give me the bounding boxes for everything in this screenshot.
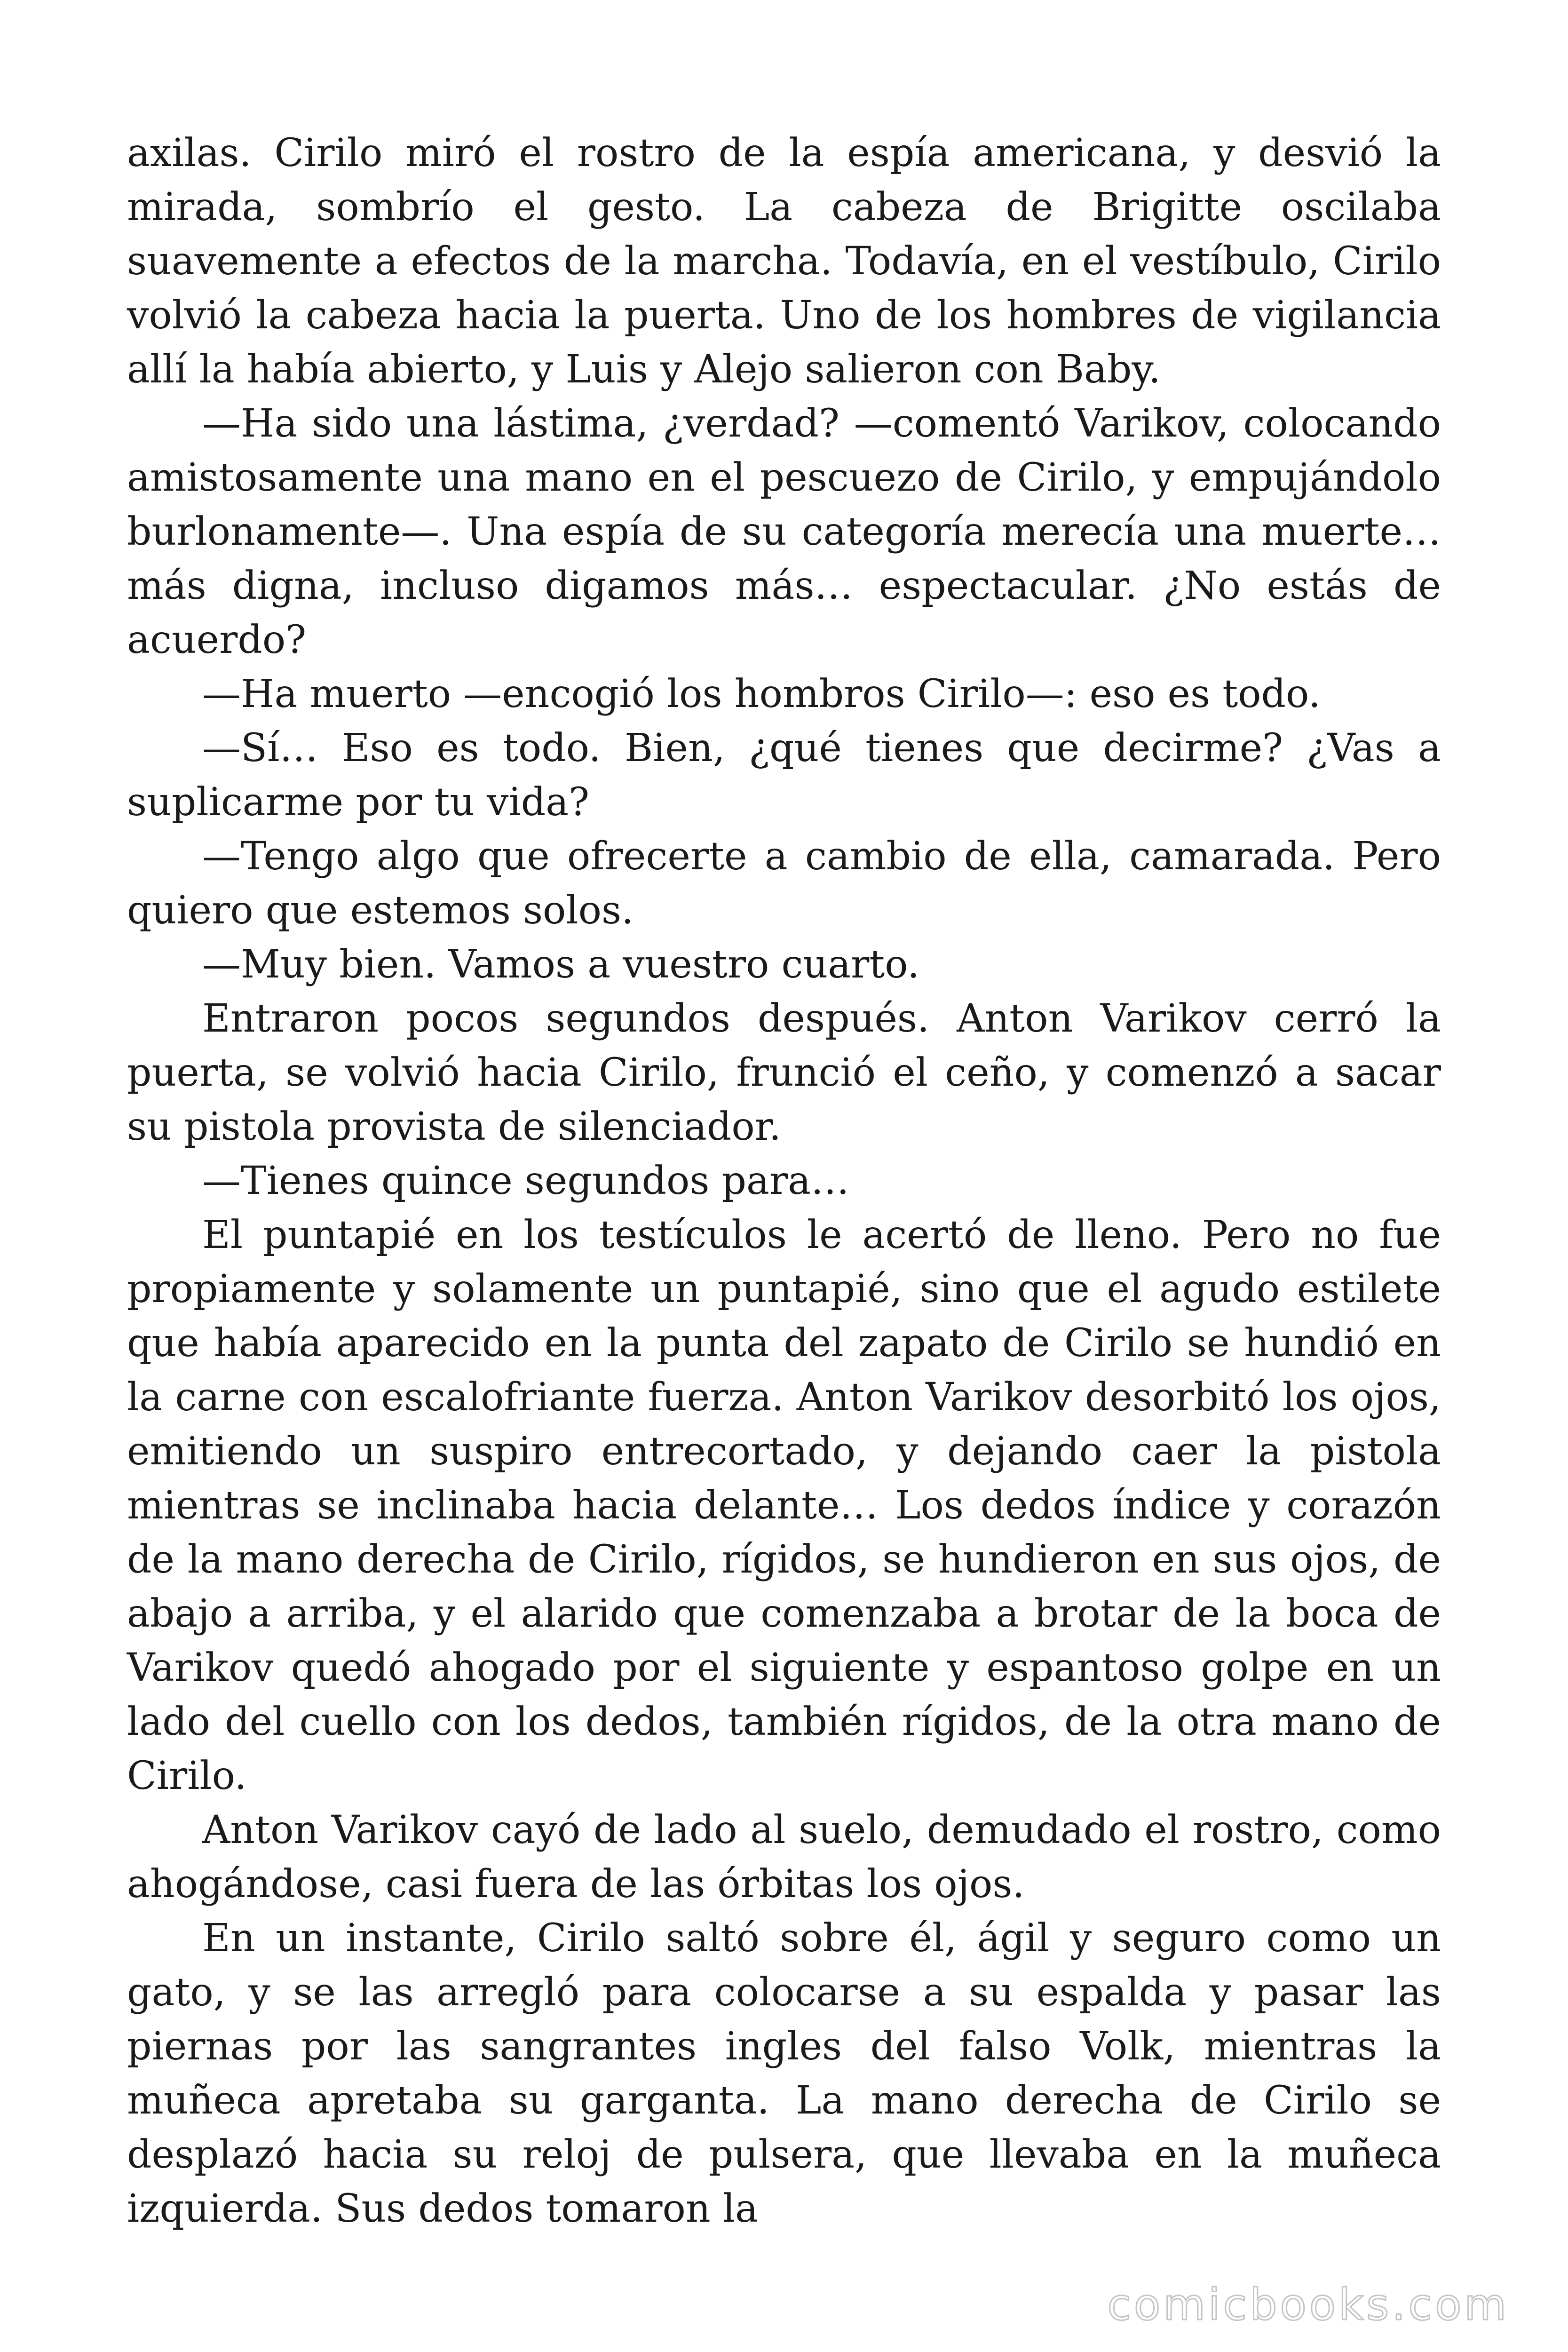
paragraph: Entraron pocos segundos después. Anton Varikov cerró la puerta, se volvió hacia Cirilo, frunció el ceño, y comenzó a sacar su pistola provista de silenciador.	[127, 996, 1441, 1149]
paragraph: —Ha muerto —encogió los hombros Cirilo—: eso es todo.	[202, 672, 1321, 716]
paragraph: —Tengo algo que ofrecerte a cambio de ella, camarada. Pero quiero que estemos solos.	[127, 834, 1441, 933]
paragraph: —Muy bien. Vamos a vuestro cuarto.	[202, 942, 920, 987]
paragraph: En un instante, Cirilo saltó sobre él, ágil y seguro como un gato, y se las arregló para colocarse a su espalda y pasar las piernas por las sangrantes ingles del falso Volk, mientras la muñeca apretaba su garganta. La mano derecha de Cirilo se desplazó hacia su reloj de pulsera, que llevaba en la muñeca izquierda. Sus dedos tomaron la	[127, 1916, 1441, 2231]
paragraph: El puntapié en los testículos le acertó de lleno. Pero no fue propiamente y solamente un puntapié, sino que el agudo estilete que había aparecido en la punta del zapato de Cirilo se hundió en la carne con escalofriante fuerza. Anton Varikov desorbitó los ojos, emitiendo un suspiro entrecortado, y dejando caer la pistola mientras se inclinaba hacia delante… Los dedos índice y corazón de la mano derecha de Cirilo, rígidos, se hundieron en sus ojos, de abajo a arriba, y el alarido que comenzaba a brotar de la boca de Varikov quedó ahogado por el siguiente y espantoso golpe en un lado del cuello con los dedos, también rígidos, de la otra mano de Cirilo.	[127, 1213, 1441, 1798]
page-text	[127, 126, 1441, 2236]
paragraph: —Sí… Eso es todo. Bien, ¿qué tienes que decirme? ¿Vas a suplicarme por tu vida?	[127, 726, 1441, 825]
paragraph: axilas. Cirilo miró el rostro de la espía americana, y desvió la mirada, sombrío el gesto. La cabeza de Brigitte oscilaba suavemente a efectos de la marcha. Todavía, en el vestíbulo, Cirilo volvió la cabeza hacia la puerta. Uno de los hombres de vigilancia allí la había abierto, y Luis y Alejo salieron con Baby.	[127, 131, 1441, 392]
paragraph: —Ha sido una lástima, ¿verdad? —comentó Varikov, colocando amistosamente una mano en el pescuezo de Cirilo, y empujándolo burlonamente—. Una espía de su categoría merecía una muerte… más digna, incluso digamos más… espectacular. ¿No estás de acuerdo?	[127, 401, 1441, 662]
paragraph: —Tienes quince segundos para…	[202, 1159, 849, 1203]
watermark: comicbooks.com	[1107, 2280, 1509, 2330]
paragraph: Anton Varikov cayó de lado al suelo, demudado el rostro, como ahogándose, casi fuera de las órbitas los ojos.	[127, 1808, 1441, 1907]
